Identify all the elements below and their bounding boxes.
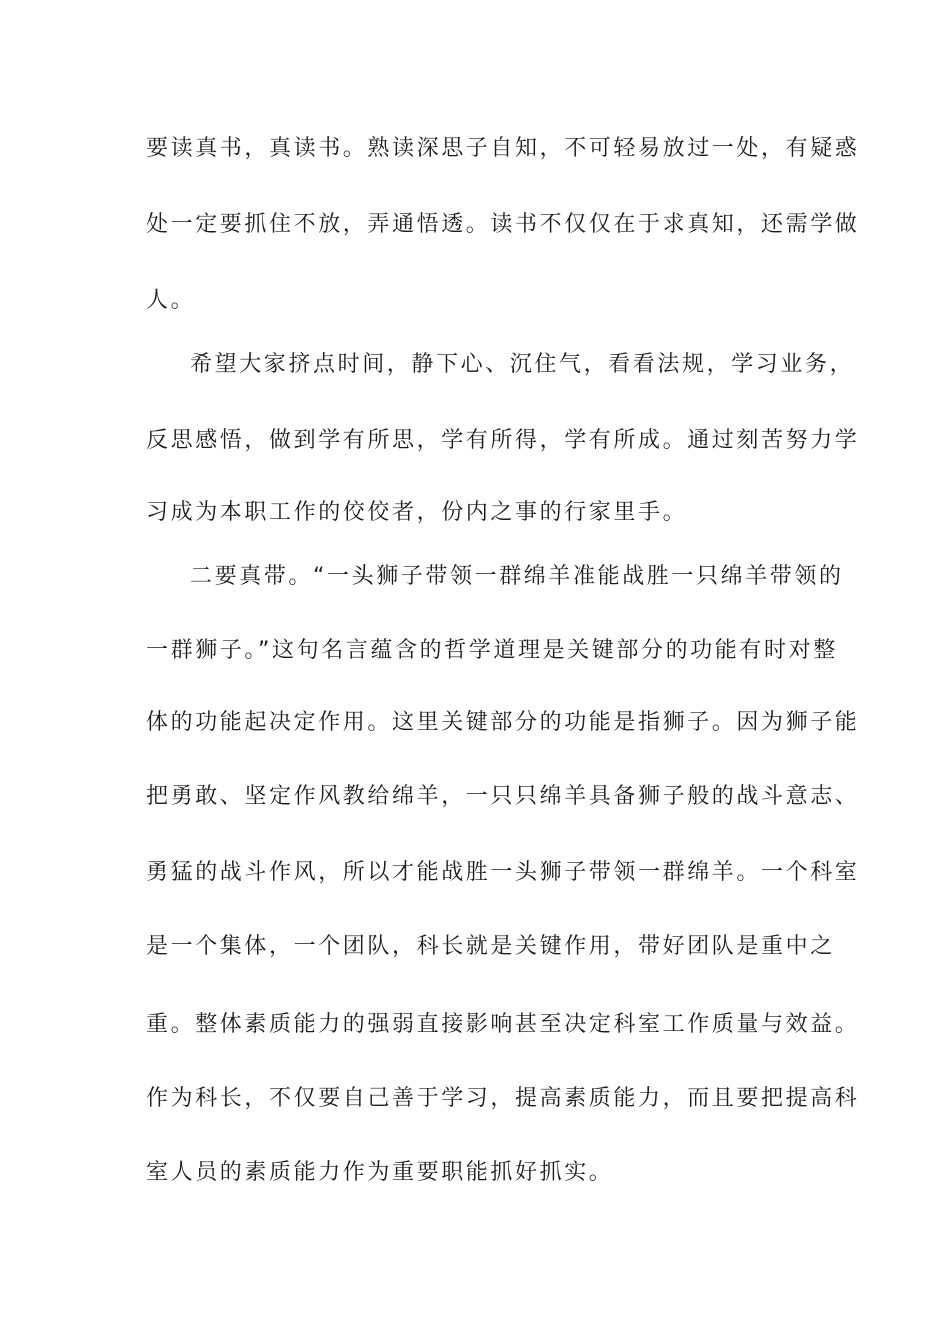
text-line-7: 二要真带。“一头狮子带领一群绵羊准能战胜一只绵羊带领的: [190, 564, 844, 589]
text-line-9: 体的功能起决定作用。这里关键部分的功能是指狮子。因为狮子能: [146, 710, 860, 735]
text-line-13: 重。整体素质能力的强弱直接影响甚至决定科室工作质量与效益。: [146, 1012, 860, 1037]
text-line-5: 反思感悟，做到学有所思，学有所得，学有所成。通过刻苦努力学: [146, 428, 860, 453]
text-line-4: 希望大家挤点时间，静下心、沉住气，看看法规，学习业务，: [190, 352, 855, 377]
text-line-14: 作为科长，不仅要自己善于学习，提高素质能力，而且要把提高科: [146, 1086, 860, 1111]
text-line-3: 人。: [146, 288, 196, 313]
text-line-2: 处一定要抓住不放，弄通悟透。读书不仅仅在于求真知，还需学做: [146, 212, 860, 237]
text-line-12: 是一个集体，一个团队，科长就是关键作用，带好团队是重中之: [146, 934, 835, 959]
text-line-6: 习成为本职工作的佼佼者，份内之事的行家里手。: [146, 500, 688, 525]
text-line-8: 一群狮子。”这句名言蕴含的哲学道理是关键部分的功能有时对整: [146, 638, 838, 663]
text-line-15: 室人员的素质能力作为重要职能抓好抓实。: [146, 1160, 614, 1185]
text-line-10: 把勇敢、坚定作风教给绵羊，一只只绵羊具备狮子般的战斗意志、: [146, 784, 860, 809]
text-line-1: 要读真书，真读书。熟读深思子自知，不可轻易放过一处，有疑惑: [146, 136, 860, 161]
text-line-11: 勇猛的战斗作风，所以才能战胜一头狮子带领一群绵羊。一个科室: [146, 860, 860, 885]
